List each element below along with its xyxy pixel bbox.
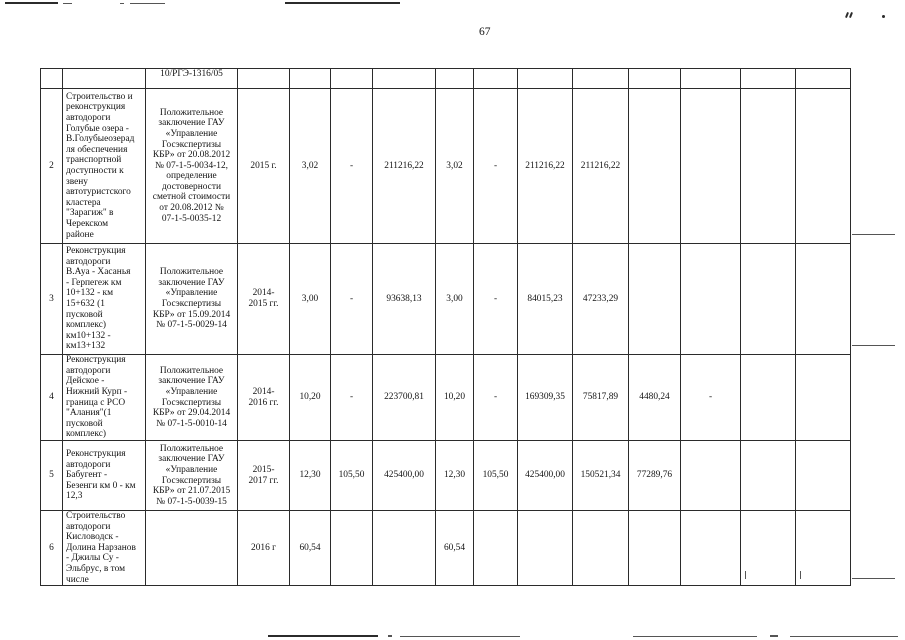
cell-value-col-6 bbox=[331, 511, 373, 586]
cell-value-col-8 bbox=[436, 69, 474, 89]
cell-value-col-14 bbox=[741, 69, 796, 89]
cell-value-col-6: - bbox=[331, 355, 373, 441]
cell-value-col-13: - bbox=[681, 355, 741, 441]
cell-value-col-7 bbox=[373, 511, 436, 586]
cell-value-col-14 bbox=[741, 441, 796, 511]
cell-value-col-11: 75817,89 bbox=[573, 355, 629, 441]
cell-value-col-14 bbox=[741, 511, 796, 586]
cell-expert-conclusion: Положительное заключение ГАУ «Управление Госэкспертизы КБР» от 20.08.2012 № 07-1-5-0034-12, определение достоверности сметной стоимости от 20.08.2012 № 07-1-5-0035-12 bbox=[146, 89, 238, 244]
scan-artifact-line bbox=[130, 3, 165, 4]
scan-artifact-line bbox=[268, 635, 378, 637]
cell-value-col-11 bbox=[573, 511, 629, 586]
cell-value-col-13 bbox=[681, 441, 741, 511]
cell-implementation-period bbox=[238, 69, 290, 89]
cell-value-col-13 bbox=[681, 89, 741, 244]
cell-value-col-8: 60,54 bbox=[436, 511, 474, 586]
cell-value-col-10: 84015,23 bbox=[518, 244, 573, 355]
cell-value-col-6 bbox=[331, 69, 373, 89]
cell-value-col-5 bbox=[290, 69, 331, 89]
scan-artifact-line bbox=[120, 3, 124, 4]
cell-value-col-9 bbox=[474, 69, 518, 89]
table-line-fragment bbox=[852, 345, 895, 346]
cell-value-col-5: 12,30 bbox=[290, 441, 331, 511]
cell-value-col-9: 105,50 bbox=[474, 441, 518, 511]
page-number: 67 bbox=[479, 26, 491, 38]
cell-value-col-6: - bbox=[331, 244, 373, 355]
cell-row-number: 4 bbox=[41, 355, 63, 441]
cell-expert-conclusion: Положительное заключение ГАУ «Управление Госэкспертизы КБР» от 29.04.2014 № 07-1-5-0010-14 bbox=[146, 355, 238, 441]
cell-value-col-15 bbox=[796, 511, 851, 586]
cell-value-col-9 bbox=[474, 511, 518, 586]
table-row bbox=[41, 244, 851, 355]
cell-object-name: Реконструкция автодороги Бабугент - Безенги км 0 - км 12,3 bbox=[63, 441, 146, 511]
cell-value-col-5: 3,02 bbox=[290, 89, 331, 244]
cell-value-col-8: 3,00 bbox=[436, 244, 474, 355]
cell-row-number: 2 bbox=[41, 89, 63, 244]
cell-value-col-8: 10,20 bbox=[436, 355, 474, 441]
cell-expert-conclusion bbox=[146, 511, 238, 586]
cell-value-col-7: 211216,22 bbox=[373, 89, 436, 244]
cell-implementation-period: 2015- 2017 гг. bbox=[238, 441, 290, 511]
cell-value-col-12 bbox=[629, 69, 681, 89]
cell-value-col-13 bbox=[681, 244, 741, 355]
table-line-fragment bbox=[745, 571, 746, 579]
cell-object-name: Реконструкция автодороги Дейское - Нижний Курп - граница с РСО "Алания"(1 пусковой комплекс) bbox=[63, 355, 146, 441]
cell-row-number: 5 bbox=[41, 441, 63, 511]
cell-value-col-10 bbox=[518, 511, 573, 586]
cell-object-name: Строительство и реконструкция автодороги Голубые озера - В.Голубыеозерад ля обеспечения транспортной доступности к звену автотуристского кластера "Зарагиж" в Черекском районе bbox=[63, 89, 146, 244]
cell-value-col-10: 211216,22 bbox=[518, 89, 573, 244]
cell-row-number: 6 bbox=[41, 511, 63, 586]
cell-value-col-12 bbox=[629, 89, 681, 244]
cell-value-col-8: 3,02 bbox=[436, 89, 474, 244]
cell-value-col-11: 47233,29 bbox=[573, 244, 629, 355]
scan-artifact-line bbox=[633, 636, 757, 637]
cell-value-col-6: 105,50 bbox=[331, 441, 373, 511]
cell-row-number: 3 bbox=[41, 244, 63, 355]
table-line-fragment bbox=[852, 234, 895, 235]
scan-artifact-line bbox=[400, 636, 520, 637]
cell-value-col-14 bbox=[741, 244, 796, 355]
cell-row-number bbox=[41, 69, 63, 89]
cell-object-name: Строительство автодороги Кисловодск - Долина Нарзанов - Джилы Су - Эльбрус, в том числе bbox=[63, 511, 146, 586]
scan-artifact-line bbox=[790, 636, 898, 637]
cell-value-col-15 bbox=[796, 441, 851, 511]
cell-value-col-13 bbox=[681, 69, 741, 89]
cell-value-col-14 bbox=[741, 355, 796, 441]
cell-value-col-14 bbox=[741, 89, 796, 244]
table-row bbox=[41, 69, 851, 89]
cell-value-col-12 bbox=[629, 244, 681, 355]
cell-object-name: Реконструкция автодороги В.Ауа - Хасанья - Герпегеж км 10+132 - км 15+632 (1 пусковой комплекс) км10+132 - км13+132 bbox=[63, 244, 146, 355]
scan-artifact-speck bbox=[849, 12, 853, 18]
cell-value-col-11 bbox=[573, 69, 629, 89]
cell-value-col-10: 169309,35 bbox=[518, 355, 573, 441]
cell-value-col-7: 93638,13 bbox=[373, 244, 436, 355]
cell-value-col-12 bbox=[629, 511, 681, 586]
scan-artifact-line bbox=[770, 635, 778, 637]
cell-implementation-period: 2016 г bbox=[238, 511, 290, 586]
scan-artifact-line bbox=[388, 635, 392, 637]
cell-value-col-6: - bbox=[331, 89, 373, 244]
cell-value-col-15 bbox=[796, 89, 851, 244]
scan-artifact-speck bbox=[882, 15, 885, 18]
cell-value-col-13 bbox=[681, 511, 741, 586]
cell-value-col-12: 77289,76 bbox=[629, 441, 681, 511]
cell-value-col-9: - bbox=[474, 89, 518, 244]
cell-value-col-12: 4480,24 bbox=[629, 355, 681, 441]
cell-value-col-10 bbox=[518, 69, 573, 89]
cell-value-col-5: 10,20 bbox=[290, 355, 331, 441]
table-row bbox=[41, 89, 851, 244]
cell-object-name bbox=[63, 69, 146, 89]
cell-implementation-period: 2015 г. bbox=[238, 89, 290, 244]
cell-value-col-10: 425400,00 bbox=[518, 441, 573, 511]
cell-value-col-15 bbox=[796, 244, 851, 355]
cell-value-col-9: - bbox=[474, 244, 518, 355]
cell-value-col-7: 223700,81 bbox=[373, 355, 436, 441]
scan-artifact-line bbox=[285, 2, 400, 4]
cell-value-col-7: 425400,00 bbox=[373, 441, 436, 511]
cell-value-col-5: 60,54 bbox=[290, 511, 331, 586]
cell-expert-conclusion: Положительное заключение ГАУ «Управление Госэкспертизы КБР» от 15.09.2014 № 07-1-5-0029-14 bbox=[146, 244, 238, 355]
table-row bbox=[41, 441, 851, 511]
cell-value-col-15 bbox=[796, 69, 851, 89]
cell-expert-conclusion: Положительное заключение ГАУ «Управление Госэкспертизы КБР» от 21.07.2015 № 07-1-5-0039-15 bbox=[146, 441, 238, 511]
scan-artifact-line bbox=[63, 3, 72, 4]
data-table-body bbox=[41, 69, 851, 586]
cell-expert-conclusion: 10/РГЭ-1316/05 bbox=[146, 69, 238, 89]
data-table bbox=[40, 68, 851, 586]
cell-value-col-7 bbox=[373, 69, 436, 89]
cell-value-col-15 bbox=[796, 355, 851, 441]
cell-value-col-9: - bbox=[474, 355, 518, 441]
cell-implementation-period: 2014- 2015 гг. bbox=[238, 244, 290, 355]
cell-value-col-11: 211216,22 bbox=[573, 89, 629, 244]
table-line-fragment bbox=[800, 571, 801, 579]
cell-implementation-period: 2014- 2016 гг. bbox=[238, 355, 290, 441]
cell-value-col-8: 12,30 bbox=[436, 441, 474, 511]
scan-artifact-line bbox=[5, 2, 58, 4]
table-row bbox=[41, 511, 851, 586]
table-line-fragment bbox=[852, 578, 895, 579]
cell-value-col-11: 150521,34 bbox=[573, 441, 629, 511]
cell-value-col-5: 3,00 bbox=[290, 244, 331, 355]
table-row bbox=[41, 355, 851, 441]
